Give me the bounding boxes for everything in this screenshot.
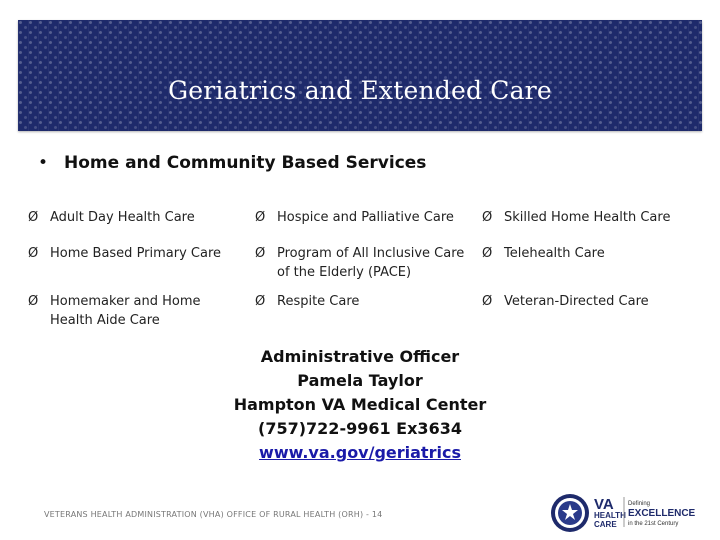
arrow-bullet-icon: Ø bbox=[28, 246, 39, 261]
arrow-bullet-icon: Ø bbox=[482, 210, 493, 225]
arrow-bullet-icon: Ø bbox=[482, 294, 493, 309]
contact-block bbox=[180, 345, 540, 465]
bullet-icon: • bbox=[38, 153, 49, 173]
va-seal-icon bbox=[550, 493, 590, 533]
contact-phone: (757)722-9961 Ex3634 bbox=[258, 419, 462, 438]
contact-facility: Hampton VA Medical Center bbox=[233, 395, 487, 414]
service-respite: Ø Respite Care bbox=[255, 294, 360, 309]
contact-name: Pamela Taylor bbox=[297, 371, 423, 390]
arrow-bullet-icon: Ø bbox=[255, 246, 266, 261]
section-heading bbox=[38, 153, 426, 173]
service-pace: Ø Program of All Inclusive Care of the Elderly (PACE) bbox=[255, 246, 465, 280]
arrow-bullet-icon: Ø bbox=[28, 294, 39, 309]
service-homemaker: Ø Homemaker and Home Health Aide Care bbox=[28, 294, 201, 328]
slide-title: Geriatrics and Extended Care bbox=[168, 76, 552, 105]
footer-text: VETERANS HEALTH ADMINISTRATION (VHA) OFFICE OF RURAL HEALTH (ORH) - 14 bbox=[44, 510, 383, 519]
logo-health: HEALTH bbox=[594, 511, 626, 520]
logo-va: VA bbox=[594, 496, 614, 513]
section-heading-text: Home and Community Based Services bbox=[64, 153, 427, 173]
logo-care: CARE bbox=[594, 520, 617, 529]
logo-century: in the 21st Century bbox=[628, 521, 679, 527]
title-banner bbox=[18, 20, 702, 131]
arrow-bullet-icon: Ø bbox=[255, 210, 266, 225]
service-telehealth: Ø Telehealth Care bbox=[482, 246, 605, 261]
service-adult-day: Ø Adult Day Health Care bbox=[28, 210, 195, 225]
contact-role: Administrative Officer bbox=[260, 347, 460, 366]
service-home-primary: Ø Home Based Primary Care bbox=[28, 246, 222, 261]
service-veteran-directed: Ø Veteran-Directed Care bbox=[482, 294, 649, 309]
arrow-bullet-icon: Ø bbox=[482, 246, 493, 261]
logo-defining: Defining bbox=[628, 501, 651, 507]
va-healthcare-logo bbox=[592, 495, 702, 529]
geriatrics-link[interactable]: www.va.gov/geriatrics bbox=[259, 443, 461, 462]
service-hospice: Ø Hospice and Palliative Care bbox=[255, 210, 454, 225]
arrow-bullet-icon: Ø bbox=[28, 210, 39, 225]
logo-excellence: EXCELLENCE bbox=[628, 508, 696, 519]
arrow-bullet-icon: Ø bbox=[255, 294, 266, 309]
service-skilled-home: Ø Skilled Home Health Care bbox=[482, 210, 671, 225]
